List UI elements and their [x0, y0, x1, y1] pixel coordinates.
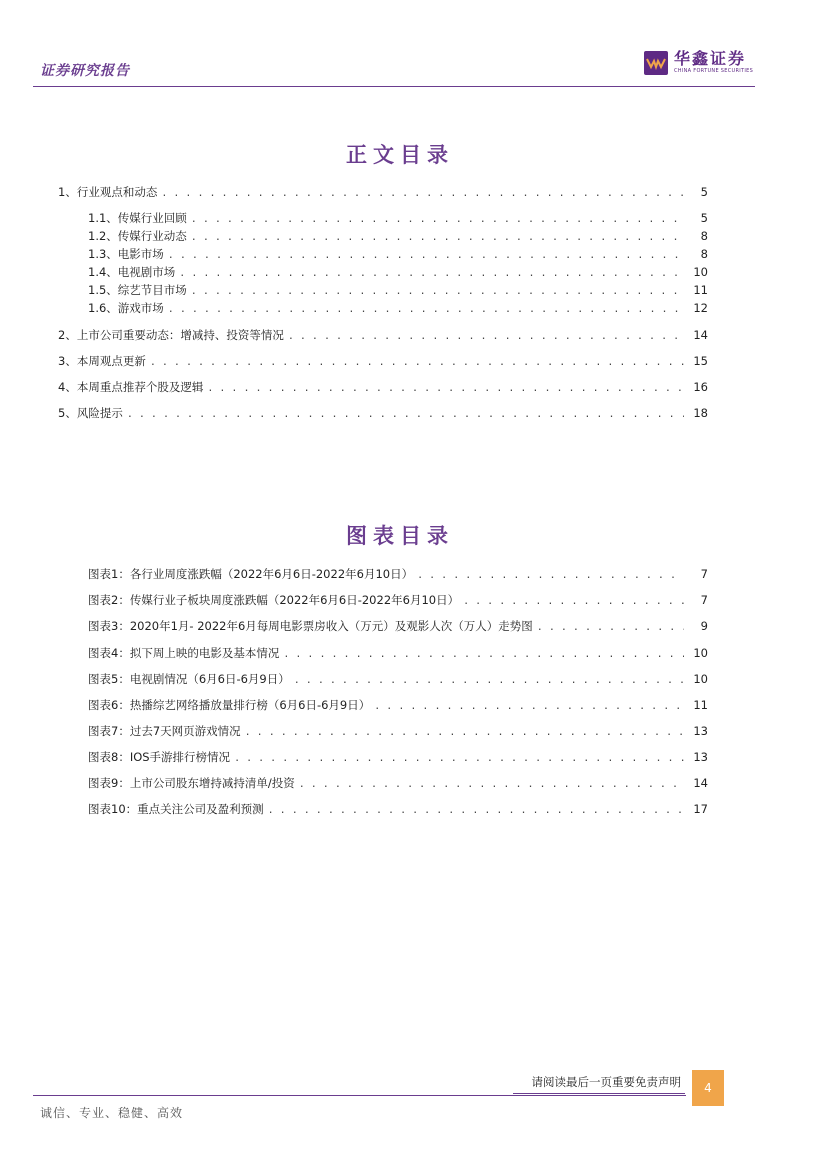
dot-leader	[191, 232, 684, 243]
dot-leader	[374, 701, 684, 712]
figure-entry[interactable]	[88, 723, 708, 739]
dot-leader	[127, 409, 684, 420]
dot-leader	[268, 805, 684, 816]
dot-leader	[168, 304, 684, 315]
figure-entry-label: 图表4：拟下周上映的电影及基本情况	[88, 646, 280, 660]
toc-entry-page: 8	[700, 247, 708, 261]
figure-entry[interactable]	[88, 775, 708, 791]
figure-entry-page: 7	[700, 567, 708, 581]
logo-name-en: CHINA FORTUNE SECURITIES	[674, 68, 754, 74]
toc-entry-label: 3、本周观点更新	[58, 354, 146, 368]
toc-entry-label: 5、风险提示	[58, 406, 123, 420]
toc-entry-label: 1.4、电视剧市场	[88, 265, 176, 279]
toc-entry-page: 8	[700, 229, 708, 243]
figure-entry[interactable]	[88, 671, 708, 687]
dot-leader	[150, 357, 684, 368]
dot-leader	[191, 286, 684, 297]
toc-subentry[interactable]	[88, 228, 708, 244]
figure-entry-page: 7	[700, 593, 708, 607]
company-slogan: 诚信、专业、稳健、高效	[40, 1106, 184, 1120]
logo-mark-icon	[644, 51, 668, 75]
toc-entry-label: 1.1、传媒行业回顾	[88, 211, 187, 225]
page-number: 4	[692, 1070, 724, 1106]
toc-subentry[interactable]	[88, 246, 708, 262]
figure-entry-label: 图表10：重点关注公司及盈利预测	[88, 802, 264, 816]
footer-divider	[33, 1095, 686, 1096]
toc-entry[interactable]	[58, 405, 708, 421]
toc-entry-page: 16	[693, 380, 708, 394]
figure-entry-label: 图表1：各行业周度涨跌幅（2022年6月6日-2022年6月10日）	[88, 567, 414, 581]
toc-entry-page: 5	[700, 211, 708, 225]
figure-entry[interactable]	[88, 566, 708, 582]
toc-entry-label: 1.2、传媒行业动态	[88, 229, 187, 243]
dot-leader	[463, 596, 684, 607]
figure-entry-label: 图表7：过去7天网页游戏情况	[88, 724, 241, 738]
logo-name-cn: 华鑫证券	[674, 49, 747, 68]
toc-entry-page: 14	[693, 328, 708, 342]
dot-leader	[234, 753, 684, 764]
toc-subentry[interactable]	[88, 210, 708, 226]
toc-entry-page: 15	[693, 354, 708, 368]
figure-entry-page: 13	[693, 750, 708, 764]
toc-subentry[interactable]	[88, 300, 708, 316]
figure-entry-page: 9	[700, 619, 708, 633]
header-divider	[33, 86, 755, 87]
figure-entry-label: 图表9：上市公司股东增持减持清单/投资	[88, 776, 295, 790]
toc-entry[interactable]	[58, 353, 708, 369]
figure-entry-label: 图表5：电视剧情况（6月6日-6月9日）	[88, 672, 290, 686]
toc-entry[interactable]	[58, 379, 708, 395]
dot-leader	[537, 622, 684, 633]
toc-entry-page: 18	[693, 406, 708, 420]
figure-entry-page: 10	[693, 646, 708, 660]
toc-subentry[interactable]	[88, 282, 708, 298]
toc-entry[interactable]	[58, 327, 708, 343]
figure-entry-page: 13	[693, 724, 708, 738]
toc-entry-page: 12	[693, 301, 708, 315]
toc-entry-page: 10	[693, 265, 708, 279]
dot-leader	[417, 570, 684, 581]
figure-entry[interactable]	[88, 618, 708, 634]
figure-entry[interactable]	[88, 801, 708, 817]
figure-entry-page: 11	[693, 698, 708, 712]
dot-leader	[245, 727, 684, 738]
dot-leader	[161, 188, 684, 199]
toc-entry-label: 2、上市公司重要动态：增减持、投资等情况	[58, 328, 284, 342]
dot-leader	[288, 331, 684, 342]
toc-entry-label: 1.3、电影市场	[88, 247, 164, 261]
toc-entry-label: 1.5、综艺节目市场	[88, 283, 187, 297]
figure-entry[interactable]	[88, 749, 708, 765]
figure-entry[interactable]	[88, 645, 708, 661]
dot-leader	[179, 268, 684, 279]
dot-leader	[299, 779, 684, 790]
toc-entry-label: 1.6、游戏市场	[88, 301, 164, 315]
toc-entry[interactable]	[58, 184, 708, 200]
toc-subentry[interactable]	[88, 264, 708, 280]
company-logo	[644, 50, 753, 75]
dot-leader	[207, 383, 684, 394]
figure-entry-page: 17	[693, 802, 708, 816]
report-type-label: 证券研究报告	[40, 63, 130, 79]
figure-entry-page: 10	[693, 672, 708, 686]
toc-entry-page: 11	[693, 283, 708, 297]
dot-leader	[283, 649, 684, 660]
figure-entry[interactable]	[88, 697, 708, 713]
disclaimer-note: 请阅读最后一页重要免责声明	[513, 1070, 685, 1094]
figures-toc-title: 图表目录	[346, 523, 454, 548]
figure-entry[interactable]	[88, 592, 708, 608]
dot-leader	[168, 250, 684, 261]
toc-entry-label: 4、本周重点推荐个股及逻辑	[58, 380, 204, 394]
dot-leader	[294, 675, 684, 686]
figure-entry-page: 14	[693, 776, 708, 790]
figure-entry-label: 图表6：热播综艺网络播放量排行榜（6月6日-6月9日）	[88, 698, 371, 712]
dot-leader	[191, 214, 684, 225]
toc-title: 正文目录	[346, 142, 454, 167]
toc-entry-label: 1、行业观点和动态	[58, 185, 158, 199]
figure-entry-label: 图表8：IOS手游排行榜情况	[88, 750, 231, 764]
figure-entry-label: 图表2：传媒行业子板块周度涨跌幅（2022年6月6日-2022年6月10日）	[88, 593, 460, 607]
figure-entry-label: 图表3：2020年1月- 2022年6月每周电影票房收入（万元）及观影人次（万人）走势图	[88, 619, 533, 633]
toc-entry-page: 5	[700, 185, 708, 199]
